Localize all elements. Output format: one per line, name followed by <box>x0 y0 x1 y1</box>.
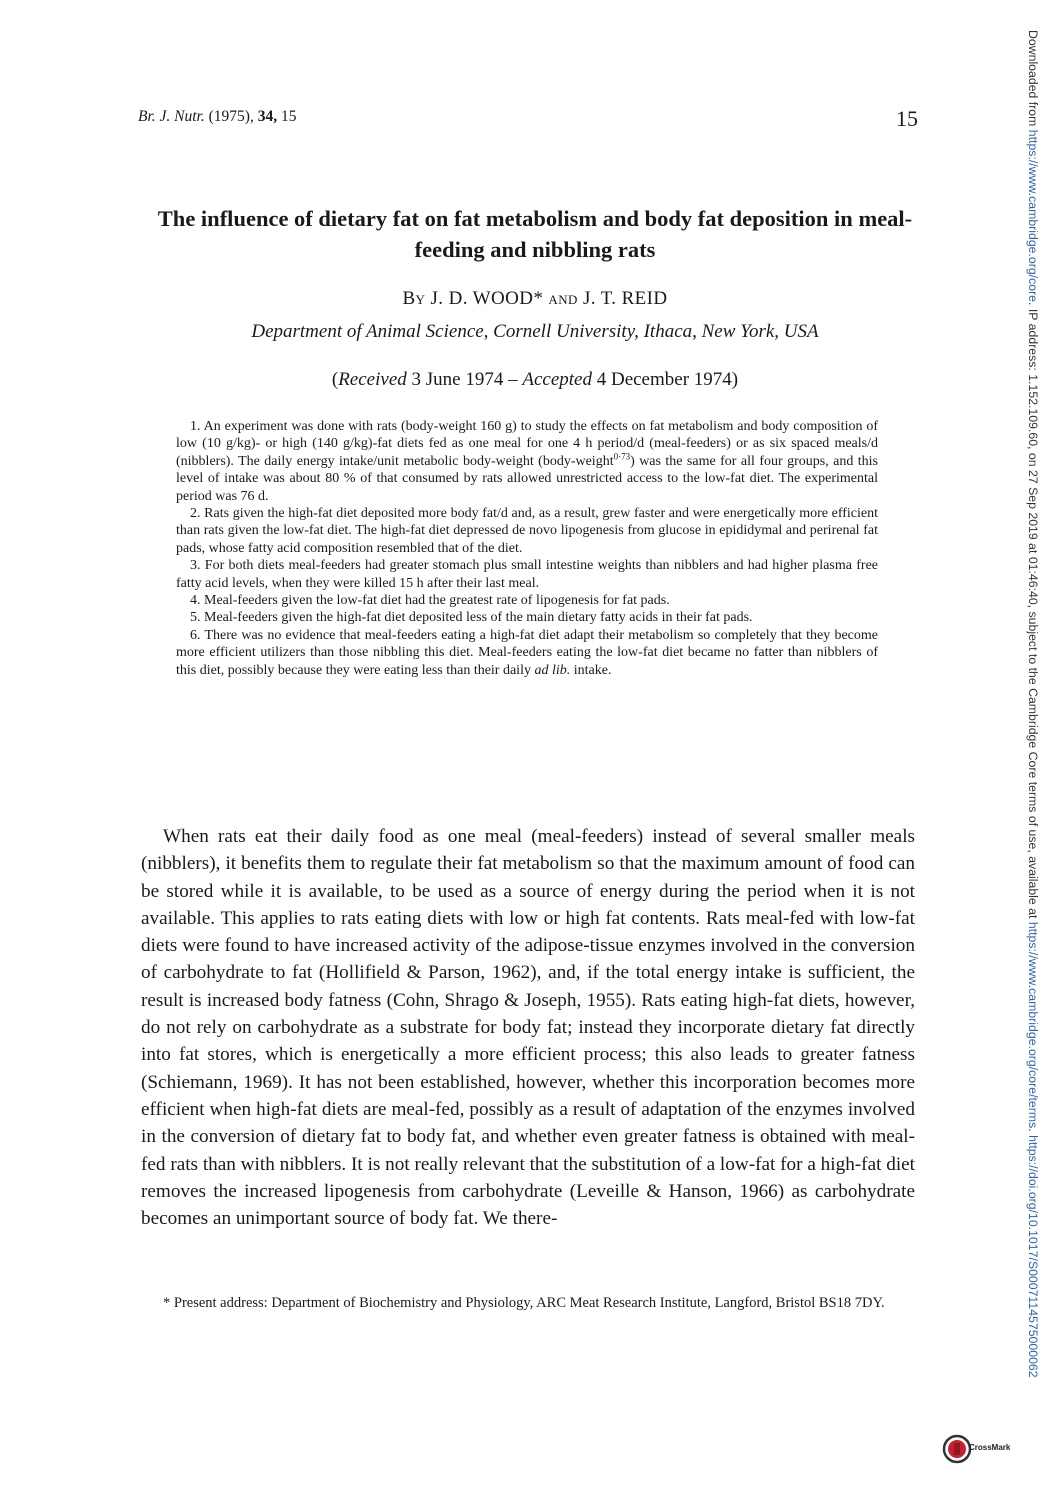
journal-year: (1975), <box>208 108 254 125</box>
metabolic-exponent: 0·73 <box>613 451 631 462</box>
journal-start-page: 15 <box>280 108 297 125</box>
crossmark-badge[interactable] <box>942 1434 1012 1464</box>
by-label: By <box>402 288 426 309</box>
abstract-point-6-text-b: intake. <box>570 662 612 678</box>
body-text <box>141 823 915 1232</box>
author-wood: J. D. WOOD* <box>430 288 544 309</box>
ad-lib-term: ad lib. <box>534 662 571 678</box>
received-label: Received <box>338 369 407 390</box>
and-label: and <box>548 288 578 309</box>
downloaded-from-label: Downloaded from <box>1026 30 1040 130</box>
cambridge-core-link[interactable]: https://www.cambridge.org/core <box>1026 129 1040 303</box>
doi-link[interactable]: https://doi.org/10.1017/S0007114575000062 <box>1026 1135 1040 1378</box>
abstract-point-3: 3. For both diets meal-feeders had greater stomach plus small intestine weights than nibblers and had higher plasma free fatty acid levels, when they were killed 15 h after their last meal. <box>176 558 878 591</box>
abstract <box>176 418 878 679</box>
journal-citation <box>138 108 296 126</box>
paren-open: ( <box>331 369 339 390</box>
author-reid: J. T. REID <box>582 288 668 309</box>
affiliation: Department of Animal Science, Cornell University, Ithaca, New York, USA <box>251 321 819 342</box>
date-separator: – <box>503 369 523 390</box>
abstract-point-1-text-b: ) was the same for all four groups, and this level of intake was about 80 % of that consumed by rats allowed unrestricted access to the low-fat diet. The experimental period was 76 d. <box>176 453 879 504</box>
link-separator: . <box>1026 1128 1040 1136</box>
ip-info: . IP address: 1.152.109.60, on 27 Sep 2019 at 01:46:40, subject to the Cambridge Core terms of use, available at <box>1026 302 1040 922</box>
abstract-point-2: 2. Rats given the high-fat diet deposited more body fat/d and, as a result, grew faster and were energetically more efficient than rats given the low-fat diet. The high-fat diet depressed de novo lipogenesis from glucose in epididymal and perirenal fat pads, whose fatty acid composition resembled that of the diet. <box>176 506 878 556</box>
footnote-present-address: * Present address: Department of Biochemistry and Physiology, ARC Meat Research Institute, Langford, Bristol BS18 7DY. <box>163 1295 885 1311</box>
abstract-point-1-text-a: 1. An experiment was done with rats (body-weight 160 g) to study the effects on fat metabolism and body composition of low (10 g/kg)- or high (140 g/kg)-fat diets fed as one meal for one 4 h period/d (meal-feeders) or as six spaced meals/d (nibblers). The daily energy intake/unit metabolic body-weight (body-weight <box>176 419 878 469</box>
abstract-point-6 <box>176 627 878 679</box>
page-number: 15 <box>896 106 918 131</box>
accepted-label: Accepted <box>522 369 592 390</box>
abstract-point-4: 4. Meal-feeders given the low-fat diet had the greatest rate of lipogenesis for fat pads. <box>190 593 670 609</box>
author-line <box>140 288 930 310</box>
terms-link[interactable]: https://www.cambridge.org/core/terms <box>1026 921 1040 1129</box>
accepted-date: 4 December 1974 <box>596 369 732 390</box>
abstract-point-5: 5. Meal-feeders given the high-fat diet deposited less of the main dietary fatty acids in their fat pads. <box>190 610 753 626</box>
download-notice <box>1024 30 1040 1470</box>
abstract-point-6-text-a: 6. There was no evidence that meal-feeders eating a high-fat diet adapt their metabolism so completely that they become more efficient utilizers than those nibbling this diet. Meal-feeders eating the low-fat diet became no fatter than nibblers of this diet, possibly because they were eating less than their daily <box>176 627 878 678</box>
crossmark-icon <box>942 1434 972 1464</box>
paren-close: ) <box>731 369 739 390</box>
download-notice-text <box>1026 30 1040 1378</box>
article-title: The influence of dietary fat on fat metabolism and body fat deposition in meal-feeding and nibbling rats <box>157 206 913 262</box>
crossmark-label: CrossMark <box>969 1443 1011 1452</box>
journal-volume: 34, <box>257 108 278 125</box>
journal-abbrev: Br. J. Nutr. <box>138 108 205 125</box>
received-accepted-dates <box>140 369 930 391</box>
intro-paragraph: When rats eat their daily food as one meal (meal-feeders) instead of several smaller meals (nibblers), it benefits them to regulate their fat metabolism so that the maximum amount of food can be stored while it is available, to be used as a source of energy during the period when it is not available. This applies to rats eating diets with low or high fat contents. Rats meal-fed with low-fat diets were found to have increased activity of the adipose-tissue enzymes involved in the conversion of carbohydrate to fat (Hollifield & Parson, 1962), and, if the total energy intake is sufficient, the result is increased body fatness (Cohn, Shrago & Joseph, 1955). Rats eating high-fat diets, however, do not rely on carbohydrate as a substrate for body fat; instead they incorporate dietary fat directly into fat stores, which is energetically a more efficient process; this also leads to greater fatness (Schiemann, 1969). It has not been established, however, whether this incorporation becomes more efficient when high-fat diets are meal-fed, possibly as a result of adaptation of the enzymes involved in the conversion of dietary fat to body fat, and whether even greater fatness is obtained with meal-fed rats than with nibblers. It is not really relevant that the substitution of a low-fat for a high-fat diet removes the increased lipogenesis from carbohydrate (Leveille & Hanson, 1966) as carbohydrate becomes an unimportant source of body fat. We there- <box>141 826 915 1230</box>
running-header <box>138 106 928 140</box>
abstract-point-1 <box>176 418 878 505</box>
footnote <box>141 1294 915 1312</box>
received-date: 3 June 1974 <box>411 369 504 390</box>
